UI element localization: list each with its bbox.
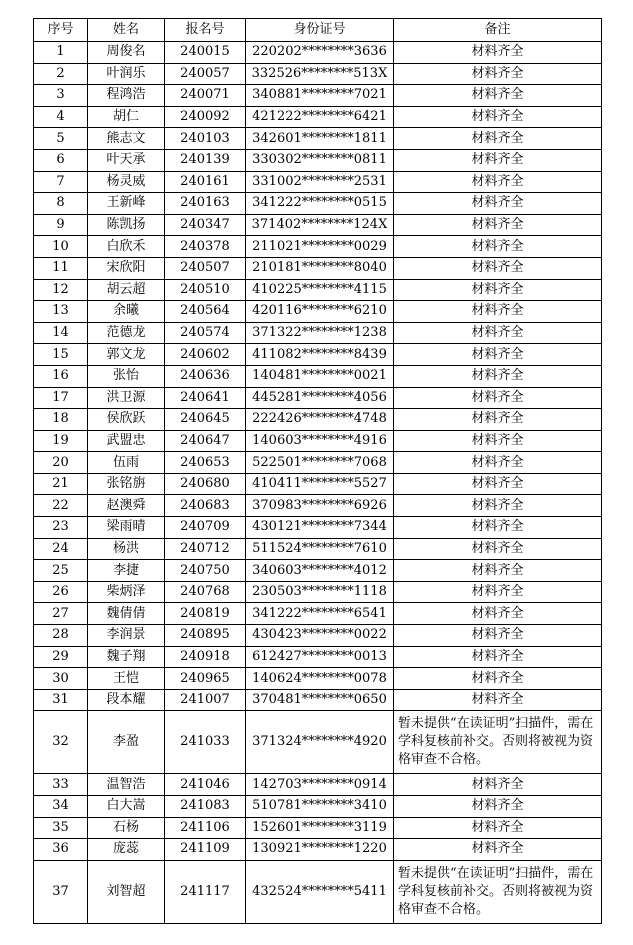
name-cell: 张铭旃 (88, 473, 165, 495)
id-no-cell: 371322********1238 (246, 322, 394, 344)
name-cell: 杨灵威 (88, 171, 165, 193)
serial-cell: 8 (34, 193, 88, 215)
serial-cell: 26 (34, 581, 88, 603)
table-row (34, 452, 602, 474)
serial-cell: 10 (34, 236, 88, 258)
remarks-cell: 材料齐全 (394, 63, 602, 85)
id-no-cell: 420116********6210 (246, 301, 394, 323)
id-no-cell: 152601********3119 (246, 817, 394, 839)
name-cell: 李盈 (88, 711, 165, 774)
table-row (34, 668, 602, 690)
remarks-cell: 材料齐全 (394, 603, 602, 625)
name-cell: 胡云超 (88, 279, 165, 301)
name-cell: 温智浩 (88, 774, 165, 796)
reg-no-cell: 240653 (165, 452, 246, 474)
reg-no-cell: 240015 (165, 42, 246, 64)
remarks-cell: 材料齐全 (394, 452, 602, 474)
remarks-cell: 材料齐全 (394, 301, 602, 323)
serial-cell: 35 (34, 817, 88, 839)
table-row (34, 817, 602, 839)
table-row (34, 603, 602, 625)
table-row (34, 839, 602, 861)
id-no-cell: 445281********4056 (246, 387, 394, 409)
reg-no-cell: 240161 (165, 171, 246, 193)
serial-cell: 6 (34, 149, 88, 171)
remarks-cell: 材料齐全 (394, 817, 602, 839)
id-no-cell: 331002********2531 (246, 171, 394, 193)
remarks-cell: 材料齐全 (394, 344, 602, 366)
remarks-cell: 材料齐全 (394, 538, 602, 560)
serial-cell: 13 (34, 301, 88, 323)
serial-cell: 28 (34, 625, 88, 647)
id-no-cell: 430121********7344 (246, 517, 394, 539)
reg-no-cell: 240709 (165, 517, 246, 539)
reg-no-cell: 240895 (165, 625, 246, 647)
table-row (34, 689, 602, 711)
id-no-cell: 510781********3410 (246, 796, 394, 818)
table-row (34, 711, 602, 774)
table-row (34, 473, 602, 495)
table-row (34, 365, 602, 387)
remarks-cell: 材料齐全 (394, 149, 602, 171)
name-cell: 魏倩倩 (88, 603, 165, 625)
serial-cell: 21 (34, 473, 88, 495)
name-cell: 熊志文 (88, 128, 165, 150)
table-row (34, 214, 602, 236)
id-no-cell: 370481********0650 (246, 689, 394, 711)
serial-cell: 4 (34, 106, 88, 128)
id-no-cell: 130921********1220 (246, 839, 394, 861)
reg-no-cell: 240507 (165, 257, 246, 279)
reg-no-cell: 241106 (165, 817, 246, 839)
name-cell: 柴炳泽 (88, 581, 165, 603)
id-no-cell: 330302********0811 (246, 149, 394, 171)
serial-cell: 27 (34, 603, 88, 625)
id-no-cell: 140624********0078 (246, 668, 394, 690)
id-no-cell: 370983********6926 (246, 495, 394, 517)
table-row (34, 409, 602, 431)
remarks-cell: 材料齐全 (394, 214, 602, 236)
reg-no-cell: 240139 (165, 149, 246, 171)
reg-no-cell: 240071 (165, 85, 246, 107)
table-row (34, 279, 602, 301)
name-cell: 梁雨晴 (88, 517, 165, 539)
id-no-cell: 430423********0022 (246, 625, 394, 647)
id-no-cell: 220202********3636 (246, 42, 394, 64)
name-cell: 郭文龙 (88, 344, 165, 366)
name-cell: 庞蕊 (88, 839, 165, 861)
id-no-cell: 210181********8040 (246, 257, 394, 279)
serial-cell: 31 (34, 689, 88, 711)
reg-no-cell: 240918 (165, 646, 246, 668)
serial-cell: 22 (34, 495, 88, 517)
remarks-cell: 材料齐全 (394, 257, 602, 279)
serial-cell: 19 (34, 430, 88, 452)
serial-cell: 7 (34, 171, 88, 193)
serial-cell: 16 (34, 365, 88, 387)
name-cell: 程鸿浩 (88, 85, 165, 107)
table-row (34, 430, 602, 452)
reg-no-cell: 240750 (165, 560, 246, 582)
name-cell: 李捷 (88, 560, 165, 582)
remarks-cell: 材料齐全 (394, 581, 602, 603)
name-cell: 陈凯扬 (88, 214, 165, 236)
remarks-cell: 材料齐全 (394, 409, 602, 431)
header-row (34, 19, 602, 42)
remarks-cell: 材料齐全 (394, 646, 602, 668)
name-cell: 石杨 (88, 817, 165, 839)
remarks-cell: 材料齐全 (394, 430, 602, 452)
id-no-cell: 340603********4012 (246, 560, 394, 582)
reg-no-cell: 240564 (165, 301, 246, 323)
reg-no-cell: 240645 (165, 409, 246, 431)
remarks-cell: 材料齐全 (394, 193, 602, 215)
table-row (34, 236, 602, 258)
reg-no-cell: 240680 (165, 473, 246, 495)
name-cell: 武盟忠 (88, 430, 165, 452)
reg-no-cell: 240768 (165, 581, 246, 603)
reg-no-cell: 240636 (165, 365, 246, 387)
applicant-table (33, 18, 602, 924)
remarks-cell: 暂未提供“在读证明”扫描件，需在学科复核前补交。否则将被视为资格审查不合格。 (394, 711, 602, 774)
reg-no-cell: 240574 (165, 322, 246, 344)
id-no-cell: 140481********0021 (246, 365, 394, 387)
reg-no-cell: 240347 (165, 214, 246, 236)
remarks-cell: 材料齐全 (394, 796, 602, 818)
id-no-cell: 371324********4920 (246, 711, 394, 774)
remarks-cell: 材料齐全 (394, 668, 602, 690)
reg-no-cell: 240057 (165, 63, 246, 85)
name-cell: 白大嵩 (88, 796, 165, 818)
reg-no-cell: 240647 (165, 430, 246, 452)
serial-cell: 9 (34, 214, 88, 236)
remarks-cell: 材料齐全 (394, 365, 602, 387)
name-cell: 叶润乐 (88, 63, 165, 85)
table-row (34, 149, 602, 171)
table-row (34, 387, 602, 409)
table-row (34, 128, 602, 150)
reg-no-cell: 240602 (165, 344, 246, 366)
id-no-cell: 522501********7068 (246, 452, 394, 474)
reg-no-cell: 241083 (165, 796, 246, 818)
table-row (34, 560, 602, 582)
table-row (34, 344, 602, 366)
serial-cell: 15 (34, 344, 88, 366)
reg-no-cell: 240683 (165, 495, 246, 517)
name-cell: 杨洪 (88, 538, 165, 560)
name-cell: 侯欣跃 (88, 409, 165, 431)
reg-no-cell: 240510 (165, 279, 246, 301)
id-no-cell: 342601********1811 (246, 128, 394, 150)
name-cell: 王恺 (88, 668, 165, 690)
serial-cell: 17 (34, 387, 88, 409)
serial-cell: 30 (34, 668, 88, 690)
header-name: 姓名 (88, 19, 165, 42)
id-no-cell: 511524********7610 (246, 538, 394, 560)
remarks-cell: 材料齐全 (394, 560, 602, 582)
id-no-cell: 140603********4916 (246, 430, 394, 452)
serial-cell: 12 (34, 279, 88, 301)
id-no-cell: 142703********0914 (246, 774, 394, 796)
name-cell: 魏子翔 (88, 646, 165, 668)
header-remarks: 备注 (394, 19, 602, 42)
name-cell: 胡仁 (88, 106, 165, 128)
reg-no-cell: 240965 (165, 668, 246, 690)
remarks-cell: 材料齐全 (394, 128, 602, 150)
id-no-cell: 332526********513X (246, 63, 394, 85)
remarks-cell: 材料齐全 (394, 387, 602, 409)
name-cell: 白欣禾 (88, 236, 165, 258)
remarks-cell: 材料齐全 (394, 171, 602, 193)
reg-no-cell: 241109 (165, 839, 246, 861)
table-row (34, 860, 602, 923)
remarks-cell: 材料齐全 (394, 839, 602, 861)
reg-no-cell: 241007 (165, 689, 246, 711)
reg-no-cell: 240819 (165, 603, 246, 625)
table-row (34, 581, 602, 603)
serial-cell: 29 (34, 646, 88, 668)
remarks-cell: 材料齐全 (394, 322, 602, 344)
id-no-cell: 371402********124X (246, 214, 394, 236)
table-row (34, 517, 602, 539)
serial-cell: 18 (34, 409, 88, 431)
reg-no-cell: 241033 (165, 711, 246, 774)
table-row (34, 42, 602, 64)
serial-cell: 37 (34, 860, 88, 923)
table-row (34, 495, 602, 517)
remarks-cell: 材料齐全 (394, 495, 602, 517)
table-row (34, 63, 602, 85)
id-no-cell: 432524********5411 (246, 860, 394, 923)
name-cell: 张怡 (88, 365, 165, 387)
id-no-cell: 222426********4748 (246, 409, 394, 431)
id-no-cell: 612427********0013 (246, 646, 394, 668)
id-no-cell: 341222********6541 (246, 603, 394, 625)
id-no-cell: 411082********8439 (246, 344, 394, 366)
name-cell: 刘智超 (88, 860, 165, 923)
reg-no-cell: 241117 (165, 860, 246, 923)
table-row (34, 774, 602, 796)
reg-no-cell: 240163 (165, 193, 246, 215)
serial-cell: 5 (34, 128, 88, 150)
serial-cell: 1 (34, 42, 88, 64)
serial-cell: 36 (34, 839, 88, 861)
name-cell: 王新峰 (88, 193, 165, 215)
table-row (34, 301, 602, 323)
remarks-cell: 材料齐全 (394, 279, 602, 301)
id-no-cell: 341222********0515 (246, 193, 394, 215)
name-cell: 洪卫源 (88, 387, 165, 409)
name-cell: 宋欣阳 (88, 257, 165, 279)
name-cell: 余曦 (88, 301, 165, 323)
id-no-cell: 410411********5527 (246, 473, 394, 495)
name-cell: 李润景 (88, 625, 165, 647)
remarks-cell: 材料齐全 (394, 689, 602, 711)
name-cell: 段本耀 (88, 689, 165, 711)
reg-no-cell: 240092 (165, 106, 246, 128)
remarks-cell: 材料齐全 (394, 517, 602, 539)
table-row (34, 646, 602, 668)
serial-cell: 25 (34, 560, 88, 582)
name-cell: 叶天承 (88, 149, 165, 171)
remarks-cell: 材料齐全 (394, 473, 602, 495)
remarks-cell: 材料齐全 (394, 85, 602, 107)
name-cell: 范德龙 (88, 322, 165, 344)
serial-cell: 20 (34, 452, 88, 474)
table-row (34, 106, 602, 128)
reg-no-cell: 240641 (165, 387, 246, 409)
table-row (34, 538, 602, 560)
table-body (34, 42, 602, 924)
table-row (34, 796, 602, 818)
table-row (34, 85, 602, 107)
serial-cell: 33 (34, 774, 88, 796)
serial-cell: 2 (34, 63, 88, 85)
id-no-cell: 340881********7021 (246, 85, 394, 107)
id-no-cell: 410225********4115 (246, 279, 394, 301)
remarks-cell: 材料齐全 (394, 42, 602, 64)
reg-no-cell: 240378 (165, 236, 246, 258)
serial-cell: 24 (34, 538, 88, 560)
header-id-no: 身份证号 (246, 19, 394, 42)
remarks-cell: 材料齐全 (394, 236, 602, 258)
serial-cell: 3 (34, 85, 88, 107)
table-row (34, 257, 602, 279)
header-reg-no: 报名号 (165, 19, 246, 42)
id-no-cell: 230503********1118 (246, 581, 394, 603)
remarks-cell: 材料齐全 (394, 106, 602, 128)
serial-cell: 32 (34, 711, 88, 774)
id-no-cell: 211021********0029 (246, 236, 394, 258)
reg-no-cell: 241046 (165, 774, 246, 796)
reg-no-cell: 240712 (165, 538, 246, 560)
serial-cell: 34 (34, 796, 88, 818)
serial-cell: 14 (34, 322, 88, 344)
name-cell: 伍雨 (88, 452, 165, 474)
table-row (34, 171, 602, 193)
serial-cell: 11 (34, 257, 88, 279)
table-row (34, 625, 602, 647)
serial-cell: 23 (34, 517, 88, 539)
remarks-cell: 材料齐全 (394, 774, 602, 796)
id-no-cell: 421222********6421 (246, 106, 394, 128)
name-cell: 周俊名 (88, 42, 165, 64)
table-row (34, 322, 602, 344)
reg-no-cell: 240103 (165, 128, 246, 150)
name-cell: 赵澳舜 (88, 495, 165, 517)
table-row (34, 193, 602, 215)
remarks-cell: 暂未提供“在读证明”扫描件，需在学科复核前补交。否则将被视为资格审查不合格。 (394, 860, 602, 923)
remarks-cell: 材料齐全 (394, 625, 602, 647)
header-serial: 序号 (34, 19, 88, 42)
